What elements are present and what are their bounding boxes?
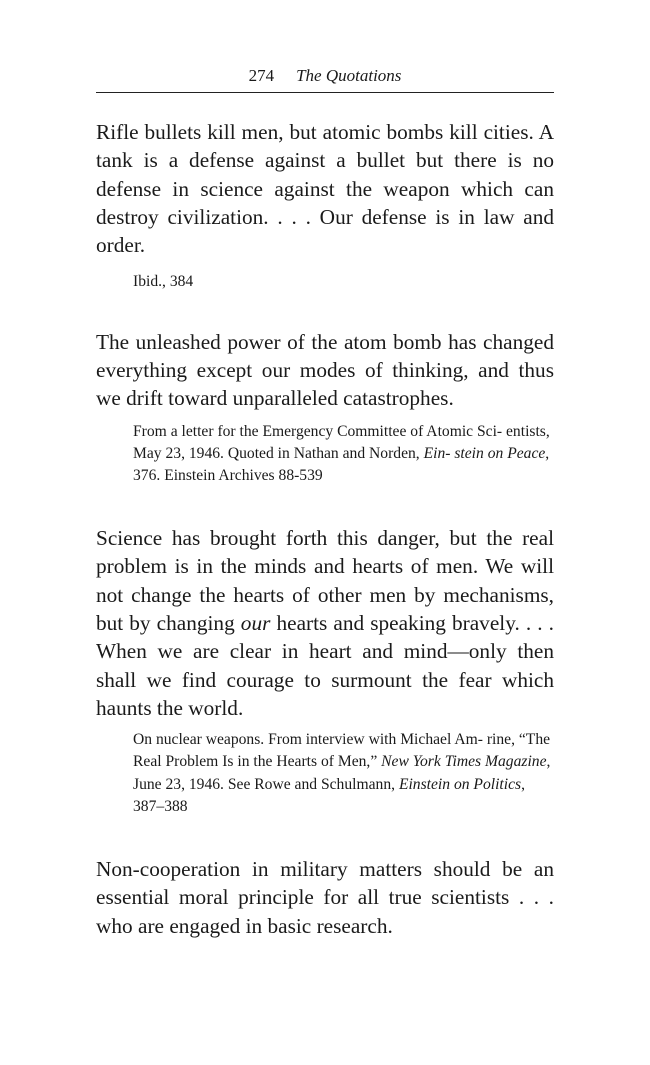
quote-line: essential moral principle for all true scientists . . . — [96, 885, 554, 910]
source-title: stein on Peace — [454, 444, 546, 462]
quote-line: destroy civilization. . . . Our defense is in law and — [96, 204, 554, 229]
quote-line: Rifle bullets kill men, but atomic bombs kill cities. — [96, 120, 534, 144]
running-head — [96, 62, 554, 93]
source-line: , June 23, 1946. See Rowe and Schulmann, — [133, 753, 551, 793]
quotation-text — [96, 524, 554, 722]
quotation-entry — [96, 328, 554, 488]
quote-line: who are engaged in basic research. — [96, 913, 393, 938]
source-line: entists, May 23, 1946. Quoted in Nathan and Norden, — [133, 422, 550, 462]
quote-line: Science has brought forth this danger, but the real — [96, 526, 554, 551]
emphasized-word: our — [240, 611, 271, 636]
source-title: Times Magazine — [444, 753, 547, 771]
quotation-entry — [96, 524, 554, 818]
source-line: , 387–388 — [133, 775, 525, 815]
quote-line: we drift toward unparalleled catastrophes. — [96, 386, 454, 411]
source-title: New York — [381, 753, 441, 771]
source-line: From a letter for the Emergency Committee of Atomic Sci- — [133, 422, 503, 440]
quote-line: everything except our modes of thinking, and thus — [96, 357, 554, 382]
quotation-text — [96, 855, 554, 940]
running-title: The Quotations — [296, 66, 402, 85]
quote-line: A tank is a defense against a bullet but there is no — [96, 120, 554, 173]
book-page — [96, 62, 554, 940]
quote-line: defense in science against the weapon which can — [96, 176, 554, 201]
quote-line: hearts and speaking bravely. . . . — [270, 611, 554, 636]
quote-line: The unleashed power of the atom bomb has changed — [96, 329, 554, 354]
quote-line: order. — [96, 233, 146, 258]
quote-line: shall we find courage to surmount the fear which — [96, 667, 554, 692]
quote-line: haunts the world. — [96, 695, 244, 720]
quotation-entry — [96, 118, 554, 294]
source-title: Ein- — [423, 444, 451, 462]
source-line: On nuclear weapons. From interview with Michael Am- — [133, 731, 483, 749]
quote-line: but by changing — [96, 611, 241, 636]
quotation-source — [133, 421, 554, 488]
quotation-entry — [96, 855, 554, 940]
source-title: Einstein on Politics — [398, 775, 522, 793]
quote-line: not change the hearts of other men by mechanisms, — [96, 582, 554, 607]
source-line: rine, “The Real Problem Is in the Hearts of Men,” — [133, 731, 551, 771]
quote-line: problem is in the minds and hearts of men. We will — [96, 554, 554, 579]
quotation-text — [96, 328, 554, 413]
source-line: , 376. Einstein Archives 88-539 — [133, 444, 550, 484]
quotation-source — [133, 271, 554, 293]
quotation-source — [133, 729, 554, 818]
page-number: 274 — [248, 66, 275, 85]
quote-line: Non-cooperation in military matters should be an — [96, 857, 554, 882]
source-line: Ibid., 384 — [133, 273, 194, 291]
quotation-text — [96, 118, 554, 259]
quote-line: When we are clear in heart and mind—only then — [96, 639, 554, 664]
